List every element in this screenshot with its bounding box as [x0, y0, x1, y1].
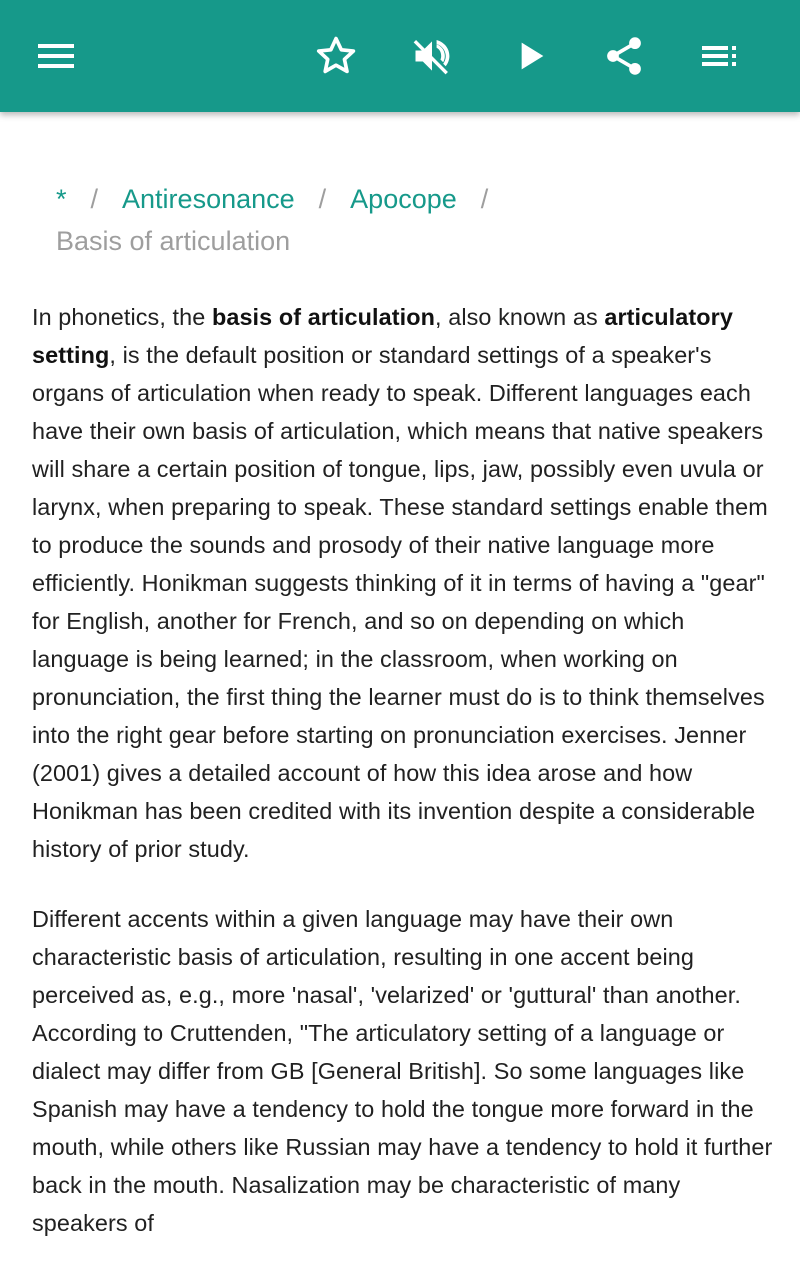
- breadcrumb-separator: /: [318, 184, 327, 214]
- breadcrumb-separator: /: [90, 184, 99, 214]
- paragraph-text: , is the default position or standard settings of a speaker's organs of articulation when ready to speak. Different languages each have their own basis of articulation, which means that native speakers will share a certain position of tongue, lips, jaw, possibly even uvula or larynx, when preparing to speak. These standard settings enable them to produce the sounds and prosody of their native language more efficiently. Honikman suggests thinking of it in terms of having a "gear" for English, another for French, and so on depending on which language is being learned; in the classroom, when working on pronunciation, the first thing the learner must do is to think themselves into the right gear before starting on pronunciation exercises. Jenner (2001) gives a detailed account of how this idea arose and how Honikman has been credited with its invention despite a considerable history of prior study.: [32, 342, 768, 862]
- paragraph-text: , also known as: [435, 304, 605, 330]
- breadcrumb-separator: /: [480, 184, 489, 214]
- playlist-button[interactable]: [692, 28, 748, 84]
- article-content: [0, 112, 800, 1280]
- breadcrumb-link-antiresonance[interactable]: Antiresonance: [122, 184, 295, 214]
- breadcrumb: [56, 178, 756, 262]
- menu-button[interactable]: [28, 28, 84, 84]
- play-icon: [510, 36, 550, 76]
- playlist-icon: [700, 36, 740, 76]
- star-outline-icon: [314, 34, 358, 78]
- play-button[interactable]: [502, 28, 558, 84]
- bookmark-button[interactable]: [308, 28, 364, 84]
- article-paragraph: Different accents within a given language may have their own characteristic basis of articulation, resulting in one accent being perceived as, e.g., more 'nasal', 'velarized' or 'guttural' than another. According to Cruttenden, "The articulatory setting of a language or dialect may differ from GB [General British]. So some languages like Spanish may have a tendency to hold the tongue more forward in the mouth, while others like Russian may have a tendency to hold it further back in the mouth. Nasalization may be characteristic of many speakers of: [32, 906, 773, 1236]
- article-paragraph: [32, 298, 776, 868]
- mute-button[interactable]: [404, 28, 460, 84]
- article-body: [32, 298, 776, 1274]
- volume-off-icon: [410, 34, 454, 78]
- breadcrumb-link-apocope[interactable]: Apocope: [350, 184, 457, 214]
- paragraph-text: In phonetics, the: [32, 304, 212, 330]
- breadcrumb-current: Basis of articulation: [56, 226, 291, 256]
- share-icon: [602, 34, 646, 78]
- bold-term: articulatory setting: [32, 304, 733, 368]
- menu-icon: [36, 36, 76, 76]
- breadcrumb-link-home[interactable]: *: [56, 184, 67, 214]
- bold-term: basis of articulation: [211, 304, 436, 330]
- app-bar: [0, 0, 800, 112]
- share-button[interactable]: [596, 28, 652, 84]
